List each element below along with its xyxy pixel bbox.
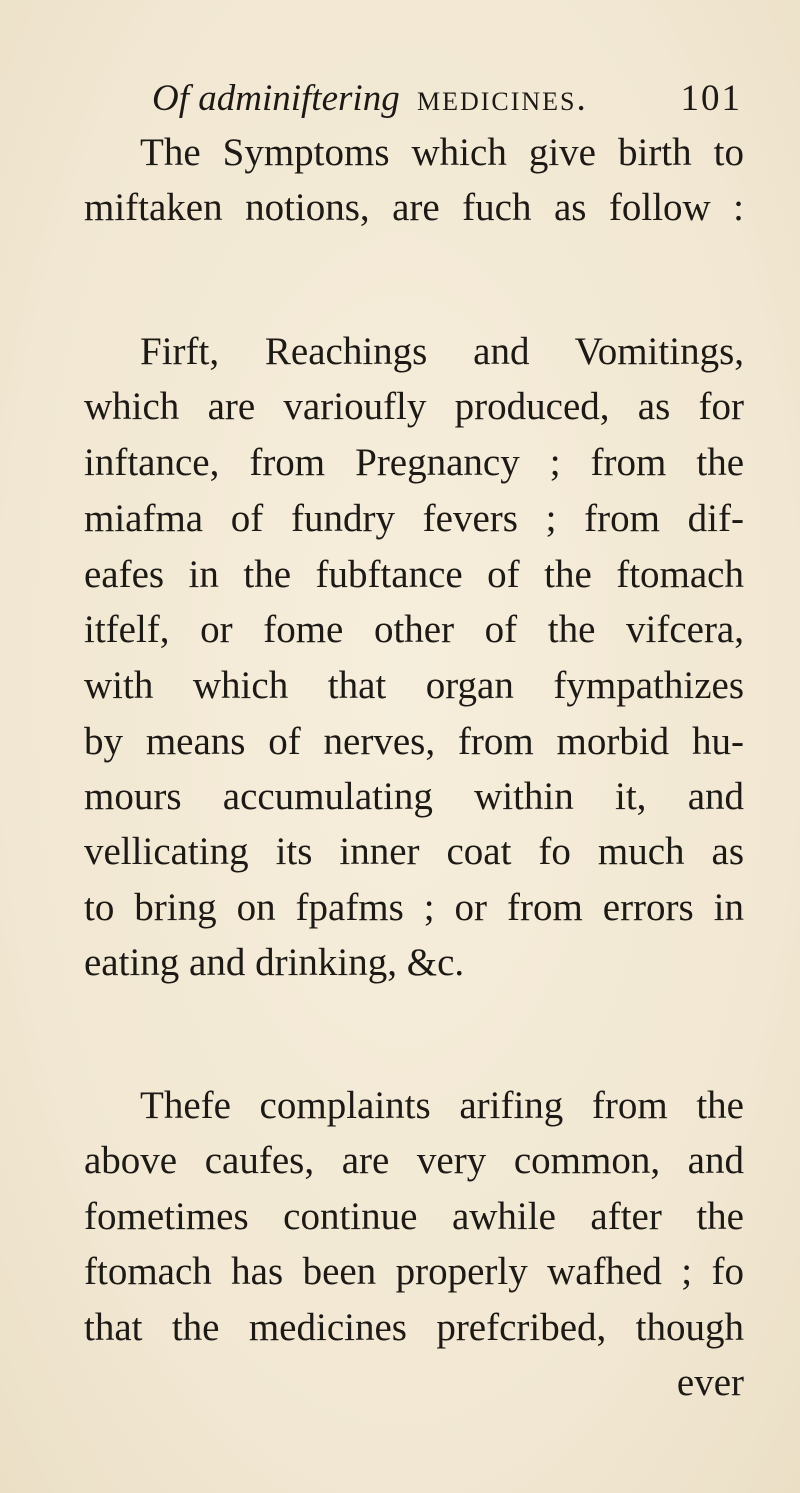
- text-line: by means of nerves, from morbid hu-: [84, 720, 744, 763]
- header-of: Of: [152, 78, 189, 119]
- text-line: The Symptoms which give birth to: [140, 131, 744, 174]
- text-line: Thefe complaints arifing from the: [140, 1084, 744, 1127]
- text-line: miftaken notions, are fuch as follow :: [84, 186, 744, 229]
- text-line: to bring on fpafms ; or from errors in: [84, 886, 744, 929]
- text-line: Firft, Reachings and Vomitings,: [140, 330, 744, 373]
- text-line: mours accumulating within it, and: [84, 775, 744, 818]
- header-italic-title: adminiftering: [198, 78, 400, 119]
- text-line: ftomach has been properly wafhed ; fo: [84, 1250, 744, 1293]
- text-line: inftance, from Pregnancy ; from the: [84, 441, 744, 484]
- text-line: which are varioufly produced, as for: [84, 385, 744, 428]
- page-number: 101: [680, 78, 742, 119]
- text-line: eafes in the fubftance of the ftomach: [84, 553, 744, 596]
- text-line: with which that organ fympathizes: [84, 664, 744, 707]
- text-line: miafma of fundry fevers ; from dif-: [84, 497, 744, 540]
- text-line: above caufes, are very common, and: [84, 1139, 744, 1182]
- catchword: ever: [676, 1361, 744, 1404]
- text-line: itfelf, or fome other of the vifcera,: [84, 608, 744, 651]
- text-line: eating and drinking, &c.: [84, 941, 465, 984]
- text-line: vellicating its inner coat fo much as: [84, 830, 744, 873]
- running-header: [152, 74, 742, 124]
- text-line: that the medicines prefcribed, though: [84, 1306, 744, 1349]
- header-caps-title: medicines.: [416, 78, 588, 119]
- text-line: fometimes continue awhile after the: [84, 1195, 744, 1238]
